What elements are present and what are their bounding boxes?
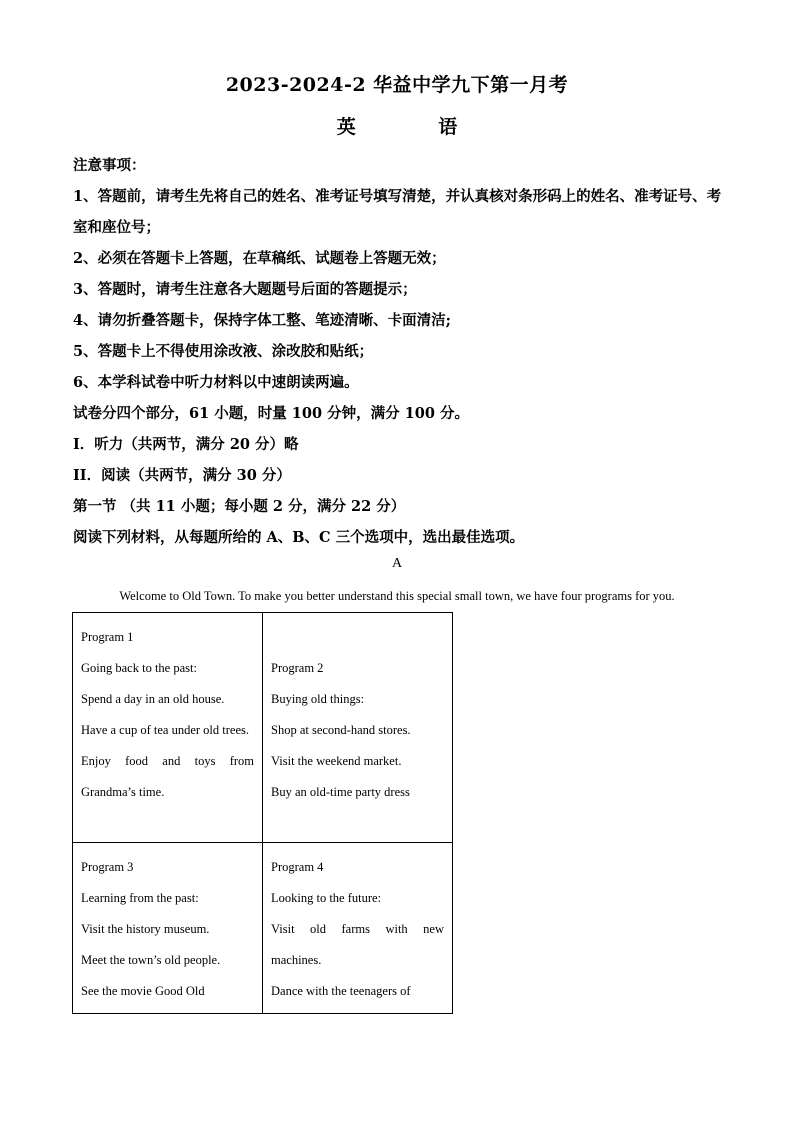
part-reading: II．阅读（共两节，满分 30 分）: [73, 467, 291, 484]
exam-title: 2023-2024-2 华益中学九下第一月考: [225, 74, 569, 96]
part-listening: I．听力（共两节，满分 20 分）略: [73, 436, 299, 453]
program-name: Program 4: [271, 860, 324, 874]
notes-heading: 注意事项：: [73, 157, 146, 174]
program-line: Dance with the teenagers of: [271, 984, 411, 998]
subject-title: 英 语: [336, 116, 496, 138]
program-name: Program 1: [81, 630, 134, 644]
exam-structure: 试卷分四个部分，61 小题，时量 100 分钟，满分 100 分。: [73, 405, 469, 422]
note-item: 3、答题时，请考生注意各大题题号后面的答题提示；: [73, 281, 417, 298]
program-line: Looking to the future:: [271, 891, 382, 905]
note-item: 2、必须在答题卡上答题，在草稿纸、试题卷上答题无效；: [73, 250, 446, 267]
note-item: 5、答题卡上不得使用涂改液、涂改胶和贴纸；: [73, 343, 374, 360]
program-line: Enjoy food and toys from Grandma’s time.: [81, 754, 254, 799]
program-cell: [263, 613, 453, 843]
program-line: See the movie Good Old: [81, 984, 205, 998]
program-line: Spend a day in an old house.: [81, 692, 225, 706]
program-line: Buy an old-time party dress: [271, 785, 410, 799]
program-line: Have a cup of tea under old trees.: [81, 723, 249, 737]
program-name: Program 2: [271, 661, 324, 675]
instructions: [73, 150, 723, 553]
passage-intro: Welcome to Old Town. To make you better understand this special small town, we have four programs for you.: [119, 589, 675, 603]
program-cell: [263, 843, 453, 1014]
program-line: Visit old farms with new machines.: [271, 922, 444, 967]
program-line: Visit the weekend market.: [271, 754, 402, 768]
program-line: Learning from the past:: [81, 891, 199, 905]
program-line: Meet the town’s old people.: [81, 953, 221, 967]
reading-directions: 阅读下列材料，从每题所给的 A、B、C 三个选项中，选出最佳选项。: [73, 529, 525, 546]
program-line: Visit the history museum.: [81, 922, 210, 936]
program-cell: [73, 613, 263, 843]
program-line: Buying old things:: [271, 692, 365, 706]
note-item: 6、本学科试卷中听力材料以中速朗读两遍。: [73, 374, 359, 391]
programs-table: [72, 612, 453, 1014]
program-line: Shop at second-hand stores.: [271, 723, 411, 737]
program-line: Going back to the past:: [81, 661, 197, 675]
program-name: Program 3: [81, 860, 134, 874]
note-item: 4、请勿折叠答题卡，保持字体工整、笔迹清晰、卡面清洁;: [73, 312, 451, 329]
section-one: 第一节 （共 11 小题；每小题 2 分，满分 22 分）: [73, 498, 406, 515]
note-item: 1、答题前，请考生先将自己的姓名、准考证号填写清楚，并认真核对条形码上的姓名、准考证号、考室和座位号；: [73, 188, 722, 236]
program-cell: [73, 843, 263, 1014]
passage-letter: A: [391, 556, 403, 571]
